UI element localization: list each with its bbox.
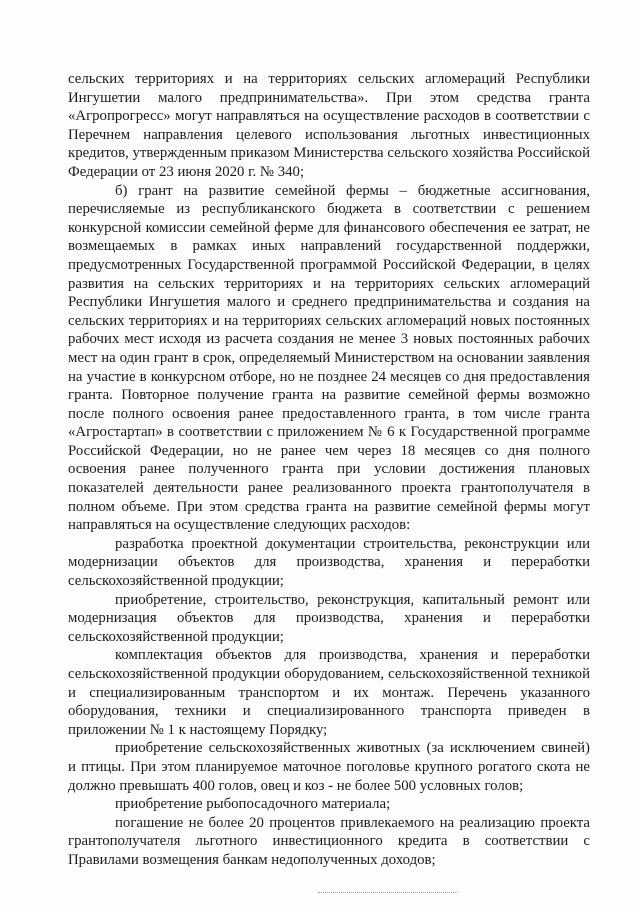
list-item-livestock: приобретение сельскохозяйственных животных (за исключением свиней) и птицы. При этом планируемое маточное поголовье крупного рогатого скота не должно превышать 400 голов, овец и коз - не более 500 условных голов; xyxy=(68,740,590,794)
document-body xyxy=(68,70,590,870)
list-item-loan-repayment: погашение не более 20 процентов привлекаемого на реализацию проекта грантополучателя льготного инвестиционного кредита в соответствии с Правилами возмещения банкам недополученных доходов; xyxy=(68,814,590,868)
paragraph-grant-family-farm: б) грант на развитие семейной фермы – бюджетные ассигнования, перечисляемые из республиканского бюджета в соответствии с решением конкурсной комиссии семейной ферме для финансового обеспечения ее затрат, не возмещаемых в рамках иных направлений государственной поддержки, предусмотренных Государственной программой Российской Федерации, в целях развития на сельских территориях и на территориях сельских агломераций Республики Ингушетия малого и среднего предпринимательства и создания на сельских территориях и на территориях сельских агломераций новых постоянных рабочих мест исходя из расчета создания не менее 3 новых постоянных рабочих мест на один грант в срок, определяемый Министерством на основании заявления на участие в конкурсном отборе, но не позднее 24 месяцев со дня предоставления гранта. Повторное получение гранта на развитие семейной фермы возможно после полного освоения ранее предоставленного гранта, в том числе гранта «Агростартап» в соответствии с приложением № 6 к Государственной программе Российской Федерации, но не ранее чем через 18 месяцев со дня полного освоения ранее полученного гранта при условии достижения плановых показателей деятельности ранее реализованного проекта грантополучателя в полном объеме. При этом средства гранта на развитие семейной фермы могут направляться на осуществление следующих расходов: xyxy=(68,182,590,534)
list-item-equipment: комплектация объектов для производства, хранения и переработки сельскохозяйственной продукции оборудованием, сельскохозяйственной техникой и специализированным транспортом и их монтаж. Перечень указанного оборудования, техники и специализированного транспорта приведен в приложении № 1 к настоящему Порядку; xyxy=(68,647,590,738)
footer-divider xyxy=(318,892,458,893)
list-item-fish-stock: приобретение рыбопосадочного материала; xyxy=(115,796,391,813)
paragraph-continuation: сельских территориях и на территориях сельских агломераций Республики Ингушетии малого предпринимательства». При этом средства гранта «Агропрогресс» могут направляться на осуществление расходов в соответствии с Перечнем направления целевого использования льготных инвестиционных кредитов, утвержденным приказом Министерства сельского хозяйства Российской Федерации от 23 июня 2020 г. № 340; xyxy=(68,71,590,180)
list-item-construction: приобретение, строительство, реконструкция, капитальный ремонт или модернизация объектов для производства, хранения и переработки сельскохозяйственной продукции; xyxy=(68,591,590,645)
list-item-design-documentation: разработка проектной документации строительства, реконструкции или модернизации объектов для производства, хранения и переработки сельскохозяйственной продукции; xyxy=(68,535,590,590)
